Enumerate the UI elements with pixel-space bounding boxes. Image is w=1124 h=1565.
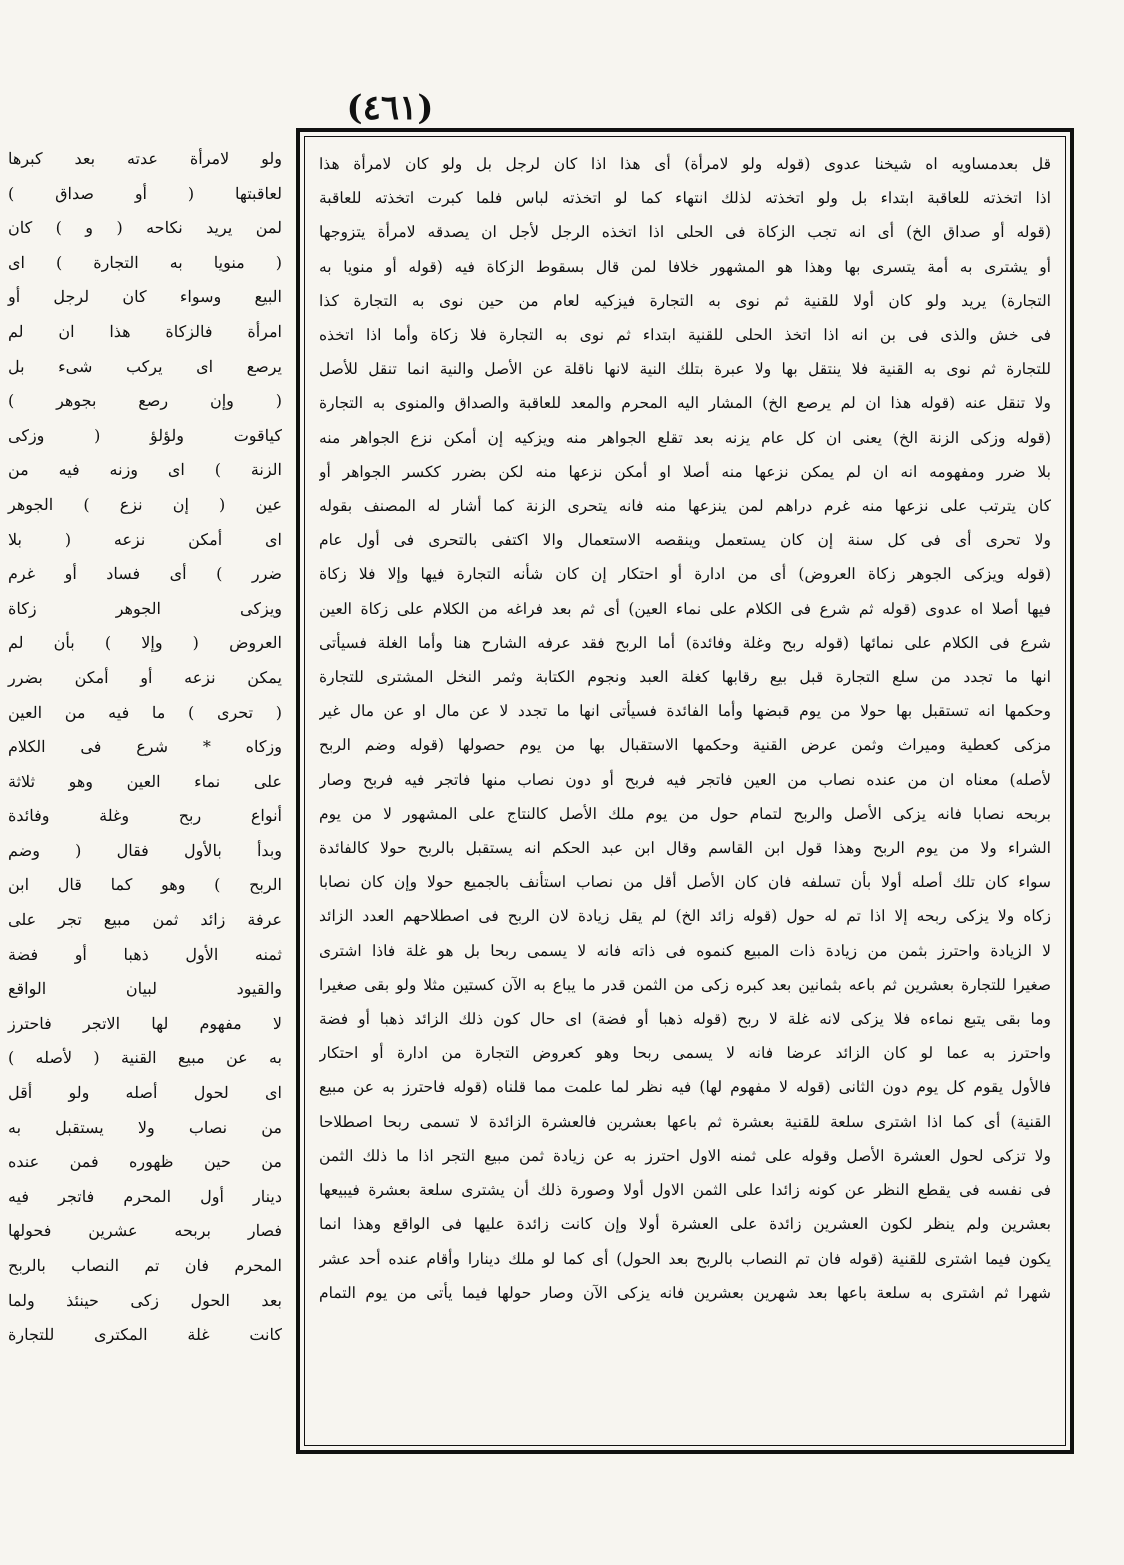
main-text-line: وما بقى يتبع نماءه فلا يزكى لانه غلة لا ربح (قوله ذهبا أو فضة) اى حال كون ذلك الزائد ذهبا أو فضة	[319, 1010, 1051, 1029]
main-text-line: القنية) أى كما اذا اشترى سلعة للقنية بعشرة ثم باعها بعشرين فالعشرة الزائدة لا تسمى ربحا اصطلاحا	[319, 1112, 1051, 1131]
main-text-line: التجارة) يريد ولو كان أولا للقنية ثم نوى به التجارة فيزكيه لعام من حين نوى به التجارة كذا	[319, 291, 1051, 310]
margin-text-line: فصار بربحه عشرين فحولها	[8, 1221, 282, 1241]
main-text-line: بعشرين ولم ينظر لكون العشرين زائدة على العشرة أولا وإن كانت زائدة عليها فى الواقع وهذا انما	[319, 1215, 1051, 1234]
main-text-line: فى نفسه فى يقطع النظر عن كونه زائدا على الثمن الاول أولا وصورة ذلك أن يشترى سلعة بعشرة فيبيعها	[319, 1181, 1051, 1200]
margin-text-line: ( تحرى ) ما فيه من العين	[8, 702, 282, 722]
main-text-line: (قوله ويزكى الجوهر زكاة العروض) أى من ادارة أو احتكار إن كان شأنه التجارة فيها وإلا فلا زكاة	[319, 565, 1051, 584]
main-text-line: أو يشترى به أمة يتسرى بها وهذا هو المشهور خلافا لمن قال بسقوط الزكاة فيه (قوله أو منويا به	[319, 257, 1051, 276]
main-text-line: لا الزيادة واحترز بثمن من زيادة ذات المبيع كنموه فى ذاته فانه لا يسمى ربحا بل هو غلة فاذا اشترى	[319, 941, 1051, 960]
main-text-line: (قوله أو صداق الخ) أى انه تجب الزكاة فى الحلى اذا اتخذه الرجل لأجل ان يصدقه لامرأة يتزوجها	[319, 223, 1051, 242]
margin-text-line: الربح ) وهو كما قال ابن	[8, 875, 282, 895]
margin-text-line: أنواع ربح وغلة وفائدة	[8, 806, 282, 826]
main-text-line: بلا ضرر ومفهومه انه ان لم يمكن نزعها منه أصلا او أمكن نزعها منه لكن بضرر ككسر الجواهر أو	[319, 462, 1051, 481]
page-number: (٤٦١)	[346, 88, 434, 128]
margin-text-line: ولو لامرأة عدته بعد كبرها	[8, 149, 282, 168]
margin-text-line: العروض ( وإلا ) بأن لم	[8, 633, 282, 653]
main-text-line: للتجارة ثم نوى به القنية فلا ينتقل بها ولا عبرة بتلك النية لانها ناقلة عن الأصل والنية انما تنقل للأصل	[319, 360, 1051, 379]
main-text-line: مزكى كعطية وميراث وثمن عرض القنية وحكمها الاستقبال بها من يوم حصولها (قوله وضم الربح	[319, 736, 1051, 755]
margin-text-line: به عن مبيع القنية ( لأصله )	[8, 1048, 282, 1068]
main-text-line: ولا تنقل عنه (قوله هذا ان لم يرصع الخ) المشار اليه المحرم والمعد للعاقبة والصداق والمنوى به التجارة	[319, 394, 1051, 413]
margin-text-line: اى لحول أصله ولو أقل	[8, 1083, 282, 1103]
main-text-line: ولا تحرى أى فى كل سنة إن كان يستعمل وينقصه الاستعمال والا اكتفى بالتحرى فى أول عام	[319, 531, 1051, 550]
main-text-line: (قوله وزكى الزنة الخ) يعنى ان كل عام يزنه بعد تقلع الجواهر منه ويزكيه إن أمكن نزع الجواهر منه	[319, 428, 1051, 447]
margin-text-line: يمكن نزعه أو أمكن بضرر	[8, 667, 282, 687]
main-text-line: واحترز به عما لو كان الزائد عرضا فانه لا يسمى ربحا وهو كعروض التجارة من ادارة أو احتكار	[319, 1044, 1051, 1063]
margin-text-line: والقيود لبيان الواقع	[8, 979, 282, 999]
margin-text-line: ( وإن رصع بجوهر )	[8, 391, 282, 411]
main-text-line: الشراء ولا من يوم الربح وهذا قول ابن القاسم وقال ابن عبد الحكم انه يستقبل بالربح حولا كالفائدة	[319, 839, 1051, 858]
margin-text-line: بعد الحول زكى حينئذ ولما	[8, 1290, 282, 1310]
margin-text-line: لا مفهوم لها الاتجر فاحترز	[8, 1013, 282, 1033]
main-text-line: وحكمها انه تستقبل بها حولا من يوم قبضها وأما الفائدة فسيأتى انها ما تجدد لا عن مال او عن مال غير	[319, 702, 1051, 721]
margin-text-line: دينار أول المحرم فاتجر فيه	[8, 1186, 282, 1206]
margin-text-line: على نماء العين وهو ثلاثة	[8, 771, 282, 791]
margin-text-line: ثمنه الأول ذهبا أو فضة	[8, 944, 282, 964]
margin-text-line: المحرم فان تم النصاب بالربح	[8, 1256, 282, 1275]
main-text-line: صغيرا للتجارة بعشرين ثم باعه بثمانين بعد كبره زكى من الثمن قدر ما يباع به الآن كستين مثلا ولو بقى صغيرا	[319, 975, 1051, 994]
main-text-line: فالأول يقوم كل يوم دون الثانى (قوله لا مفهوم لها) فيه نظر لما علمت مما قلناه (قوله فاحترز به عن مبيع	[319, 1078, 1051, 1097]
margin-text-line: وبدأ بالأول فقال ( وضم	[8, 840, 282, 860]
main-text-line: شهرا ثم اشترى به سلعة باعها بعد شهرين بعشرين فانه يزكى الآن وصار حولها فيما يأتى من يوم التمام	[319, 1283, 1051, 1302]
main-text-line: فى خش والذى فى بن انه اذا اتخذ الحلى للقنية ابتداء ثم نوى به التجارة فلا زكاة وأما اذا اتخذه	[319, 326, 1051, 345]
main-text-line: زكاه ولا يزكى ربحه إلا اذا تم له حول (قوله زائد الخ) لم يقل زيادة لان الربح فى اصطلاحهم العدد الزائد	[319, 907, 1051, 926]
margin-text-line: اى أمكن نزعه ( بلا	[8, 529, 282, 549]
margin-text-line: كياقوت ولؤلؤ ( وزكى	[8, 425, 282, 445]
main-text-line: بربحه نصابا فانه يزكى الأصل والربح لتمام حول من يوم ملك الأصل كالنتاج على المشهور لا من يوم	[319, 804, 1051, 823]
margin-text-line: عرفة زائد ثمن مبيع تجر على	[8, 910, 282, 930]
margin-text-line: ويزكى الجوهر زكاة	[8, 598, 282, 618]
main-text-line: اذا اتخذته للعاقبة ابتداء بل ولو اتخذته لذلك انتهاء كما لو اتخذته لباس فلما كبرت اتخذته للعاقبة	[319, 189, 1051, 208]
main-commentary	[319, 147, 1051, 1310]
margin-text-line: لمن يريد نكاحه ( و ) كان	[8, 218, 282, 238]
margin-text-line: ضرر ) أى فساد أو غرم	[8, 564, 282, 584]
main-text-line: كان يترتب على نزعها منه غرم دراهم لمن ينزعها منه فانه يتحرى الزنة كما أشار له المصنف بقوله	[319, 497, 1051, 516]
margin-text-line: وزكاه * شرع فى الكلام	[8, 737, 282, 757]
main-text-line: انها ما تجدد من سلع التجارة قبل بيع رقابها كغلة العبد ونجوم الكتابة وثمر النخل المشترى للتجارة	[319, 668, 1051, 687]
margin-text-line: امرأة فالزكاة هذا ان لم	[8, 321, 282, 341]
margin-text-line: البيع وسواء كان لرجل أو	[8, 287, 282, 307]
margin-text-line: لعاقبتها ( أو صداق )	[8, 183, 282, 203]
main-text-line: سواء كان تلك أصله أولا بأن تسلفه فان كان الأصل أقل من نصاب استأنف بالجميع حولا وإن كان نصابا	[319, 873, 1051, 892]
main-text-line: يكون فيما اشترى للقنية (قوله فان تم النصاب بالربح بعد الحول) أى كما لو ملك دينارا وأقام عنده أحد عشر	[319, 1249, 1051, 1268]
margin-text-line: الزنة ) اى وزنه فيه من	[8, 460, 282, 480]
margin-text-line: عين ( إن نزع ) الجوهر	[8, 494, 282, 514]
margin-text-line: كانت غلة المكترى للتجارة	[8, 1325, 282, 1345]
main-text-line: لأصله) معناه ان من عنده نصاب من العين فاتجر فيه فربح أو دون نصاب منها فاتجر فيه فربح وصار	[319, 770, 1051, 789]
margin-text-line: من نصاب ولا يستقبل به	[8, 1117, 282, 1137]
margin-commentary	[2, 142, 288, 1353]
main-text-line: ولا تزكى لحول العشرة الأصل وقوله على ثمنه الاول احترز به عن زيادة ثمن مبيع التجر اذا ما ذلك الثمن	[319, 1146, 1051, 1165]
main-text-line: قل بعدمساويه اه شيخنا عدوى (قوله ولو لامرأة) أى هذا اذا كان لرجل بل ولو كان لامرأة هذا	[319, 155, 1051, 173]
margin-text-line: ( منويا به التجارة ) اى	[8, 252, 282, 272]
main-text-line: شرع فى الكلام على نمائها (قوله ربح وغلة وفائدة) أما الربح فقد عرفه الشارح هنا وأما الغلة فسيأتى	[319, 633, 1051, 652]
margin-text-line: من حين ظهوره فمن عنده	[8, 1152, 282, 1172]
main-text-line: فيها أصلا اه عدوى (قوله ثم شرع فى الكلام على نماء العين) أى ثم بعد فراغه من الكلام على زكاة العين	[319, 599, 1051, 618]
margin-text-line: يرصع اى يركب شىء بل	[8, 356, 282, 376]
main-text-frame	[296, 128, 1074, 1454]
